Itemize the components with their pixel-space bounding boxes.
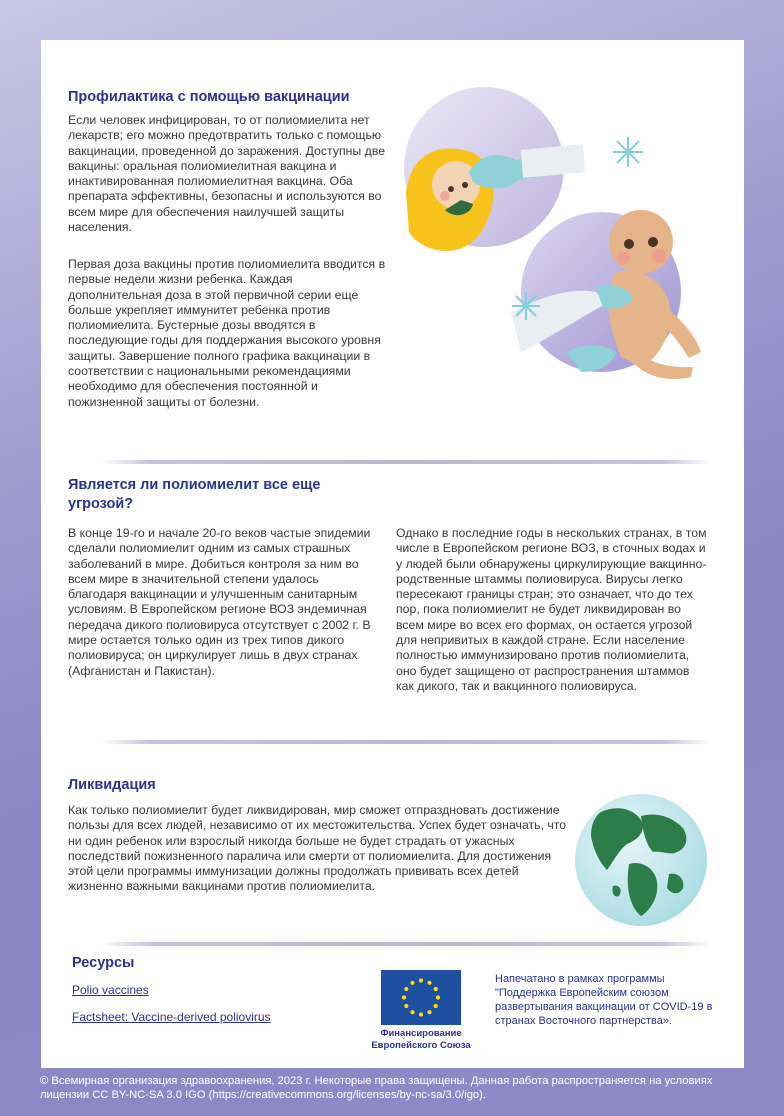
resources-title: Ресурсы — [72, 955, 135, 971]
page-sheet — [41, 40, 744, 1068]
link-polio-vaccines[interactable]: Polio vaccines — [72, 983, 149, 997]
globe-illustration — [571, 790, 711, 930]
vaccination-illustration — [401, 82, 721, 402]
prevention-title: Профилактика с помощью вакцинации — [68, 89, 350, 105]
eradication-title: Ликвидация — [68, 777, 156, 793]
divider-3 — [101, 942, 711, 946]
threat-title: Является ли полиомиелит все еще угрозой? — [68, 477, 321, 512]
link-factsheet-vaccine-derived[interactable]: Factsheet: Vaccine-derived poliovirus — [72, 1010, 271, 1024]
eradication-paragraph: Как только полиомиелит будет ликвидирован, мир сможет отпраздновать достижение пользы для всех людей, независимо от их местожительства. Успех будет означать, что ни один ребенок или взрослый никогда больше не будет страдать от ужасных последствий пожизненного паралича или смерти от полиомиелита. Для достижения этой цели программы иммунизации должны продолжать прививать всех детей жизненно важными вакцинами против полиомиелита. — [68, 803, 567, 894]
eu-caption-line2: Европейского Союза — [371, 1039, 471, 1051]
eu-funding-caption — [361, 1028, 481, 1051]
threat-left-paragraph: В конце 19-го и начале 20-го веков частые эпидемии сделали полиомиелит одним из самых страшных заболеваний в мире. Добиться контроля за ним во всем мире в значительной степени удалось благодаря вакцинации и улучшенным санитарным условиям. В Европейском регионе ВОЗ эндемичная передача дикого полиовируса отсутствует с 2002 г. В мире остается только один из трех типов дикого полиовируса; он циркулирует лишь в двух странах (Афганистан и Пакистан). — [68, 526, 371, 678]
eu-flag-logo — [381, 970, 461, 1025]
prevention-paragraph-2: Первая доза вакцины против полиомиелита вводится в первые недели жизни ребенка. Каждая дополнительная доза в этой первичной серии еще больше укрепляет иммунитет ребенка против полиомиелита. Бустерные дозы вводятся в последующие годы для поддержания высокого уровня защиты. Завершение полного графика вакцинации в соответствии с национальными рекомендациями необходимо для обеспечения постоянной и пожизненной защиты от болезни. — [68, 257, 386, 409]
prevention-paragraph-1: Если человек инфицирован, то от полиомиелита нет лекарств; его можно предотвратить только с помощью вакцинации, проведенной до заражения. Доступны две вакцины: оральная полиомиелитная вакцина и инактивированная полиомиелитная вакцина. Оба препарата эффективны, безопасны и используются во всем мире для обеспечения наилучшей защиты населения. — [68, 113, 386, 235]
divider-2 — [101, 740, 711, 744]
program-note: Напечатано в рамках программы "Поддержка Европейским союзом развертывания вакцинации от COVID-19 в странах Восточного партнерства». — [495, 973, 713, 1027]
divider-1 — [101, 460, 711, 464]
eu-caption-line1: Финансирование — [380, 1028, 462, 1039]
threat-right-paragraph: Однако в последние годы в нескольких странах, в том числе в Европейском регионе ВОЗ, в сточных водах и у людей были обнаружены циркулирующие вакцинно-родственные штаммы полиовируса. Вирусы легко пересекают границы стран; это означает, что до тех пор, пока полиомиелит не будет ликвидирован во всем мире во всех его формах, он остается угрозой для непривитых в каждой стране. Если население полностью иммунизировано против полиомиелита, оно будет защищено от распространения штаммов как дикого, так и вакцинного полиовируса. — [396, 526, 707, 693]
copyright-footer: © Всемирная организация здравоохранения, 2023 г. Некоторые права защищены. Данная работа распространяется на условиях лицензии CC BY-NC-SA 3.0 IGO (https://creativecommons.org/licenses/by-nc-sa/3.0/igo). — [40, 1075, 713, 1101]
